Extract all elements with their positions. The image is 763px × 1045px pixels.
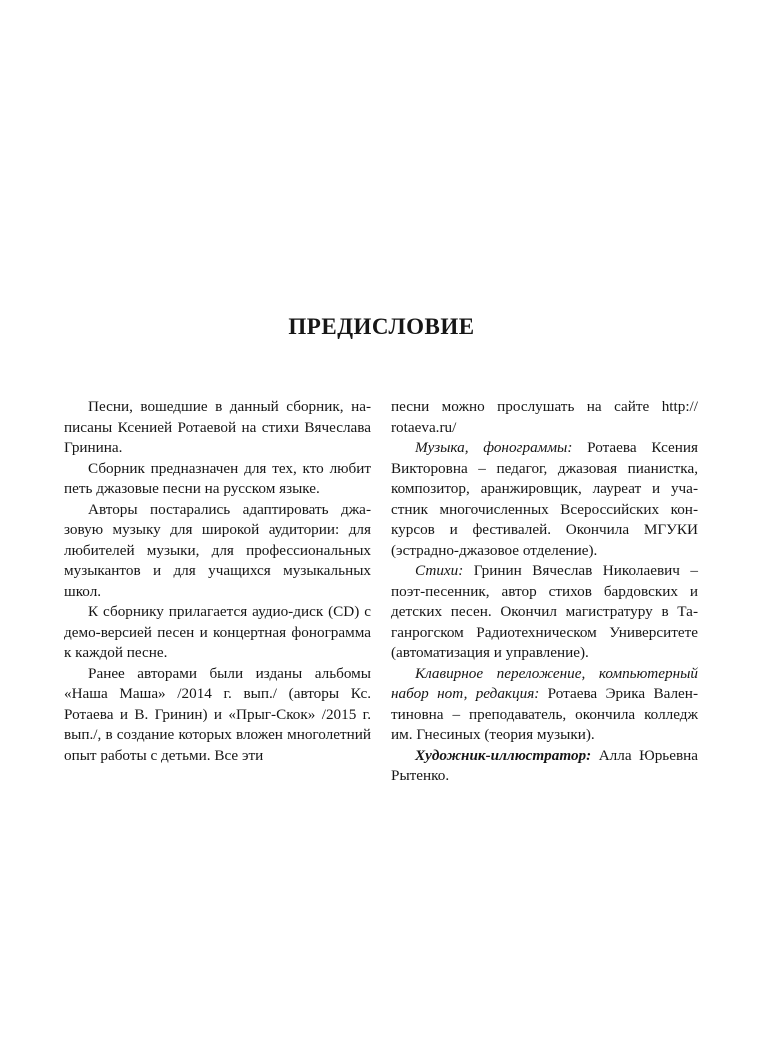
credit-illustrator-text: Алла Юрьевна Рытенко. [391, 746, 698, 784]
paragraph-website: песни можно прослушать на сайте http://​rotaeva.ru/ [391, 398, 698, 436]
paragraph-previous-albums: Ранее авторами были изданы альбомы «Наша Маша» /2014 г. вып./ (авторы Кс. Ротаева и В. Гринин) и «Прыг-Скок» /2015 г. вып./, в создание которых вложен многолетний опыт работы с детьми. Все эти [64, 664, 371, 764]
credit-music-text: Ротаева Ксения Викторовна – педагог, джазовая пианистка, композитор, аранжировщик, лауреат и участник многочисленных Всероссийских конкурсов и фестивалей. Окончила МГУКИ (эстрадно-джазовое отделение). [391, 439, 699, 559]
paragraph-songs-authors: Песни, вошедшие в данный сборник, написаны Ксенией Ротаевой на стихи Вячеслава Гринина. [64, 398, 371, 456]
credit-lyrics-text: Гринин Вячеслав Николаевич – поэт-песенник, автор стихов бардовских и детских песен. Окончил магистратуру в Таганрогском Радиотехническом Университете (автоматизация и управление). [391, 562, 698, 661]
credit-music [391, 438, 698, 561]
credit-lyrics [391, 561, 698, 664]
paragraph-audience: Авторы постарались адаптировать джазовую музыку для широкой аудитории: для любителей музыки, для профессиональных музыкантов и для учащихся музыкальных школ. [64, 500, 371, 600]
paragraph-audio-cd: К сборнику прилагается аудио-диск (CD) с демо-версией песен и концертная фонограмма к каждой песне. [64, 603, 371, 661]
credit-piano-text: Ротаева Эрика Валентиновна – преподаватель, окончила колледж им. Гнесиных (теория музыки). [391, 685, 698, 743]
page-title: ПРЕДИСЛОВИЕ [288, 314, 475, 339]
credit-illustrator-label: Художник-иллюстратор: [415, 746, 592, 764]
credit-lyrics-label: Стихи: [415, 562, 464, 579]
credit-music-label: Музыка, фонограммы: [415, 439, 573, 456]
paragraph-collection-purpose: Сборник предназначен для тех, кто любит петь джазовые песни на русском языке. [64, 459, 371, 497]
right-column [391, 397, 698, 787]
credit-piano-arrangement [391, 664, 698, 746]
left-column [64, 397, 371, 766]
credit-piano-label: Клавирное переложение, компьютерный набор нот, редакция: [391, 664, 698, 702]
credit-illustrator [391, 746, 698, 787]
